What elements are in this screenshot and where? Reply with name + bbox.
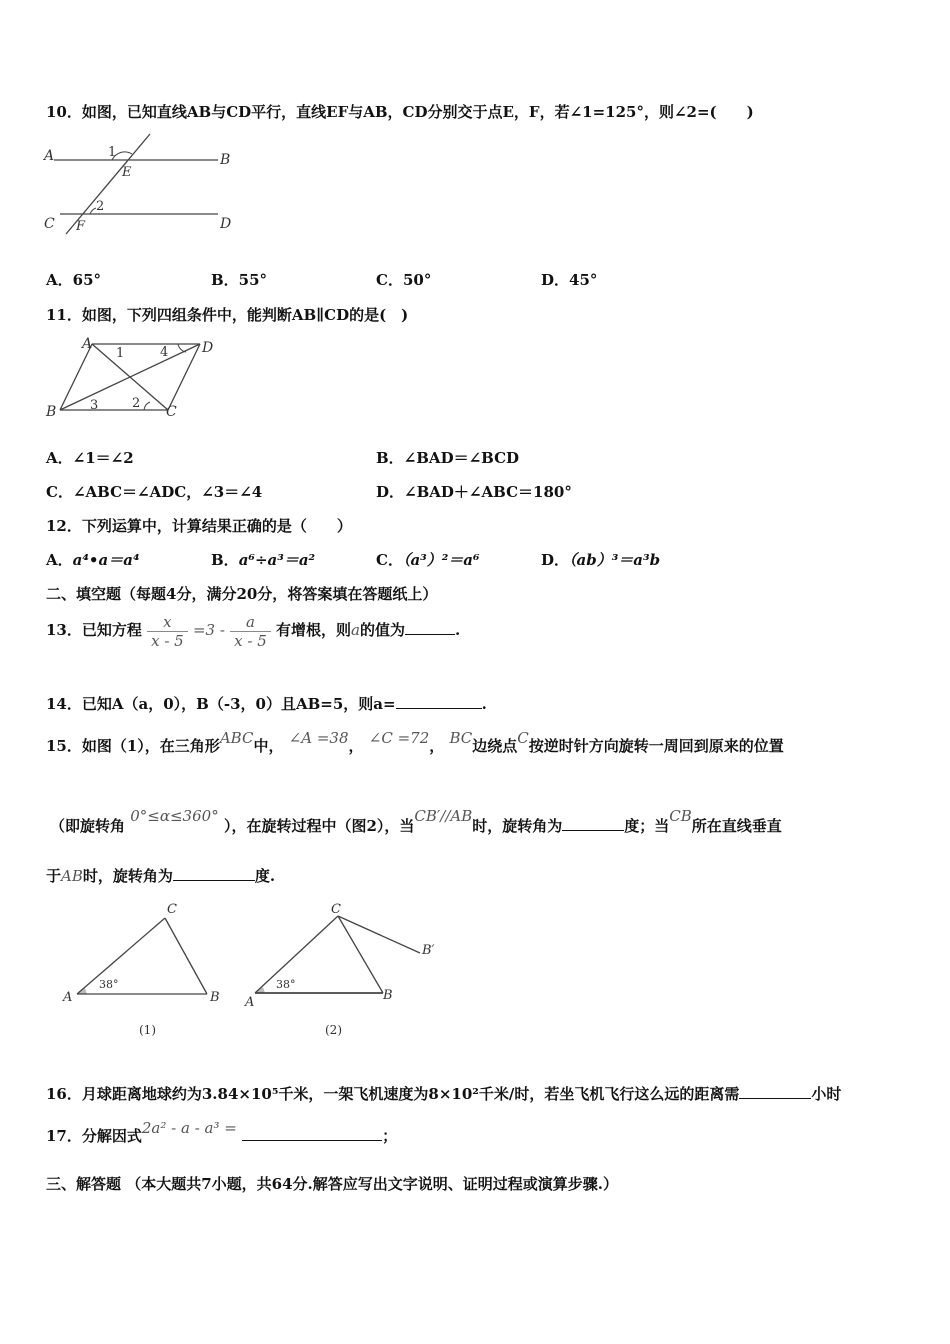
q11-option-c[interactable]: C．∠ABC＝∠ADC，∠3＝∠4 — [46, 483, 263, 501]
q10-option-a[interactable]: A．65° — [46, 271, 102, 289]
fig1-label-b: B — [210, 990, 220, 1005]
q12-option-a[interactable]: A．a⁴•a＝a⁴ — [46, 551, 140, 569]
q15-figures — [55, 898, 455, 1048]
fig1-caption: (1) — [139, 1023, 156, 1037]
fig2-angle-label: 38° — [276, 978, 296, 991]
q17-answer-blank[interactable] — [242, 1124, 382, 1141]
fig2-label-b: B — [383, 988, 393, 1003]
q15-answer-blank-2[interactable] — [173, 864, 255, 881]
q10-figure — [40, 130, 240, 240]
label-b: B — [220, 152, 231, 168]
section-3-heading: 三、解答题 （本大题共7小题，共64分.解答应写出文字说明、证明过程或演算步骤.） — [46, 1175, 618, 1193]
q17-line: 17．分解因式2a² - a - a³ = ； — [46, 1119, 398, 1145]
fig2-label-b-prime: B′ — [422, 943, 435, 958]
q11-text: 11．如图，下列四组条件中，能判断AB∥CD的是( ) — [46, 306, 409, 324]
q11-figure — [40, 332, 230, 422]
q11-option-b[interactable]: B．∠BAD＝∠BCD — [376, 449, 520, 467]
q15-line-2: （即旋转角 0°≤α≤360° ），在旋转过程中（图2），当CB′//AB时，旋转角为 度；当CB所在直线垂直 — [50, 807, 782, 835]
q16-line: 16．月球距离地球约为3.84×10⁵千米，一架飞机速度为8×10²千米/时，若坐飞机飞行这么远的距离需 小时 — [46, 1082, 841, 1104]
q14-answer-blank[interactable] — [396, 692, 482, 709]
q10-option-d[interactable]: D．45° — [541, 271, 598, 289]
label-c: C — [166, 404, 177, 420]
q15-line-1: 15．如图（1），在三角形ABC中， ∠A =38， ∠C =72， BC边绕点C按逆时针方向旋转一周回到原来的位置 — [46, 729, 784, 755]
q12-option-d[interactable]: D．（ab）³＝a³b — [541, 551, 661, 569]
label-b: B — [46, 404, 57, 420]
q13-fraction-2: $\frac{a}{x - 5}$ — [230, 613, 271, 650]
q13-fraction-1: $\frac{x}{x - 5}$ — [147, 613, 188, 650]
fig1-angle-label: 38° — [99, 978, 119, 991]
label-e: E — [122, 165, 132, 180]
q10-option-c[interactable]: C．50° — [376, 271, 432, 289]
q15-line-3: 于AB时，旋转角为 度. — [46, 864, 275, 886]
label-2: 2 — [96, 199, 105, 214]
q11-option-a[interactable]: A．∠1＝∠2 — [46, 449, 134, 467]
q12-option-b[interactable]: B．a⁶÷a³＝a² — [211, 551, 316, 569]
label-1: 1 — [108, 145, 117, 160]
q10-option-b[interactable]: B．55° — [211, 271, 268, 289]
fig2-label-a: A — [245, 995, 255, 1010]
label-d: D — [202, 340, 214, 356]
q10-text: 10．如图，已知直线AB与CD平行，直线EF与AB，CD分别交于点E，F，若∠1=125°，则∠2=( ) — [46, 103, 754, 121]
q16-answer-blank[interactable] — [739, 1082, 811, 1099]
label-4: 4 — [160, 345, 169, 360]
q13-answer-blank[interactable] — [405, 618, 455, 635]
label-2: 2 — [132, 396, 141, 411]
q14-line: 14．已知A（a，0），B（-3，0）且AB=5，则a= . — [46, 692, 487, 714]
fig2-caption: (2) — [325, 1023, 342, 1037]
label-d: D — [220, 216, 232, 232]
label-3: 3 — [90, 398, 99, 413]
label-f: F — [76, 219, 86, 234]
q11-option-d[interactable]: D．∠BAD＋∠ABC＝180° — [376, 483, 572, 501]
label-a: A — [44, 148, 55, 164]
q12-option-c[interactable]: C．（a³）²＝a⁶ — [376, 551, 480, 569]
q15-answer-blank-1[interactable] — [562, 814, 624, 831]
q12-text: 12．下列运算中，计算结果正确的是（ ） — [46, 517, 352, 535]
fig2-label-c: C — [331, 902, 341, 917]
fig1-label-a: A — [63, 990, 73, 1005]
section-2-heading: 二、填空题（每题4分，满分20分，将答案填在答题纸上） — [46, 585, 438, 603]
label-a: A — [82, 336, 93, 352]
label-c: C — [44, 216, 55, 232]
fig1-label-c: C — [167, 902, 177, 917]
q13-line: 13．已知方程 $\frac{x}{x - 5}$ =3 - $\frac{a}{x - 5}$ 有增根，则a的值为 . — [46, 612, 461, 650]
label-1: 1 — [116, 346, 125, 361]
